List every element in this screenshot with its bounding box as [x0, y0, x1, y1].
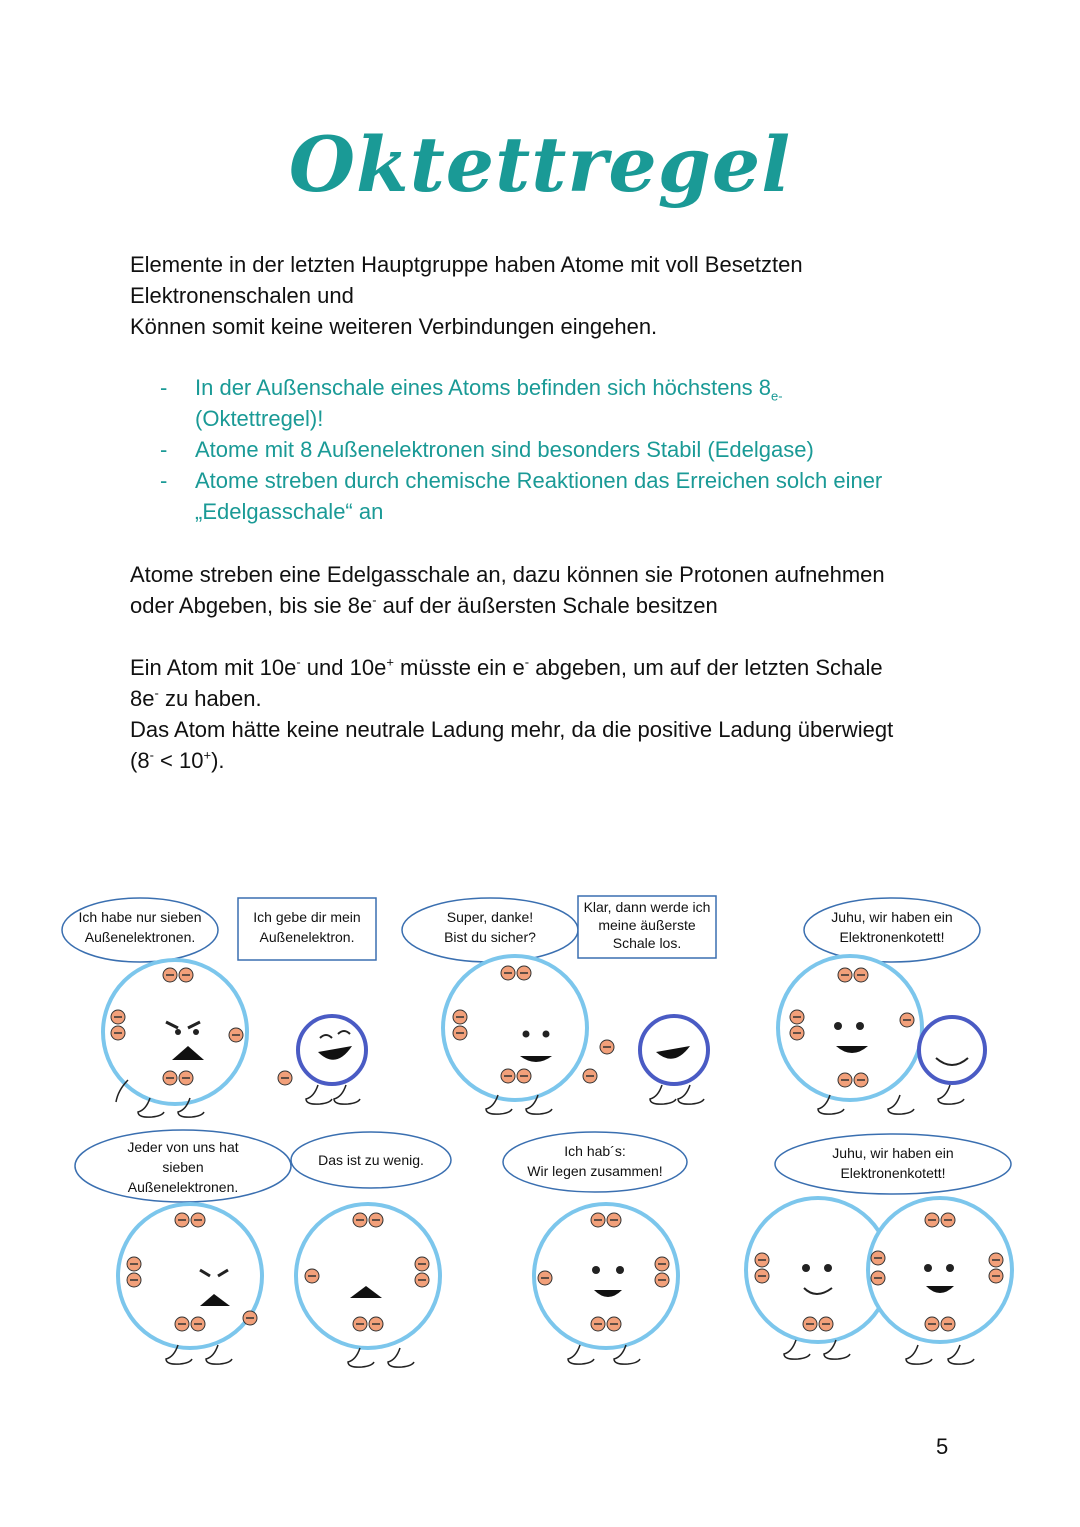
example-paragraph: Ein Atom mit 10e- und 10e+ müsste ein e- abgeben, um auf der letzten Schale 8e- zu haben. Das Atom hätte keine neutrale Ladung mehr, da die positive Ladung überwiegt (8- < 10+).	[130, 654, 894, 773]
svg-text:Schale los.: Schale los.	[612, 935, 682, 951]
atom-comic	[50, 880, 1040, 1380]
bullet-item: - In der Außenschale eines Atoms befinden sich höchstens $8_{e-}$ (Oktettregel)!	[160, 375, 783, 431]
svg-text:Super, danke!: Super, danke!	[446, 909, 534, 925]
intro-line-2: Elektronenschalen und	[130, 283, 354, 308]
page-number: 5	[936, 1434, 949, 1459]
svg-text:Ich habe nur sieben: Ich habe nur sieben	[78, 909, 202, 925]
svg-text:Wir legen zusammen!: Wir legen zusammen!	[527, 1163, 663, 1179]
svg-text:Jeder von uns hat: Jeder von uns hat	[127, 1139, 239, 1155]
svg-text:Das ist zu wenig.: Das ist zu wenig.	[318, 1152, 424, 1168]
speech-bubble	[775, 1134, 1011, 1194]
svg-text:Ich gebe dir mein: Ich gebe dir mein	[253, 909, 361, 925]
comic-panel-4	[75, 1130, 451, 1367]
comic-panel-1	[62, 898, 376, 1117]
small-atom-character	[919, 1017, 985, 1083]
comic-panel-2	[402, 896, 716, 1114]
page-title: Oktettregel	[288, 120, 792, 209]
svg-text:Elektronenkotett!: Elektronenkotett!	[839, 929, 945, 945]
rule-bullet-list	[160, 372, 960, 527]
svg-text:Außenelektronen.: Außenelektronen.	[84, 929, 196, 945]
svg-text:Elektronenkotett!: Elektronenkotett!	[840, 1165, 946, 1181]
atom-character	[868, 1198, 1012, 1342]
comic-panel-3	[778, 898, 985, 1114]
intro-line-1: Elemente in der letzten Hauptgruppe haben Atome mit voll Besetzten	[130, 252, 803, 277]
intro-paragraph	[130, 249, 960, 342]
svg-text:meine äußerste: meine äußerste	[598, 917, 696, 933]
svg-text:Klar, dann werde ich: Klar, dann werde ich	[583, 899, 711, 915]
svg-text:Ich hab´s:: Ich hab´s:	[564, 1143, 626, 1159]
comic-panel-5	[503, 1132, 687, 1364]
svg-text:Außenelektronen.: Außenelektronen.	[127, 1179, 239, 1195]
svg-text:Juhu, wir haben ein: Juhu, wir haben ein	[832, 1145, 954, 1161]
svg-text:Bist du sicher?: Bist du sicher?	[444, 929, 536, 945]
bullet-item: - Atome streben durch chemische Reaktionen das Erreichen solch einer „Edelgasschale“ an	[160, 468, 883, 524]
comic-panel-6	[746, 1134, 1012, 1364]
svg-text:Juhu, wir haben ein: Juhu, wir haben ein	[831, 909, 953, 925]
bullet-item: - Atome mit 8 Außenelektronen sind besonders Stabil (Edelgase)	[160, 437, 814, 462]
intro-line-3: Können somit keine weiteren Verbindungen eingehen.	[130, 314, 658, 339]
speech-bubble	[503, 1132, 687, 1192]
svg-text:Außenelektron.: Außenelektron.	[259, 929, 355, 945]
svg-text:sieben: sieben	[162, 1159, 204, 1175]
noble-gas-paragraph: Atome streben eine Edelgasschale an, dazu können sie Protonen aufnehmen oder Abgeben, bis sie 8e- auf der äußersten Schale besitzen	[130, 562, 885, 618]
